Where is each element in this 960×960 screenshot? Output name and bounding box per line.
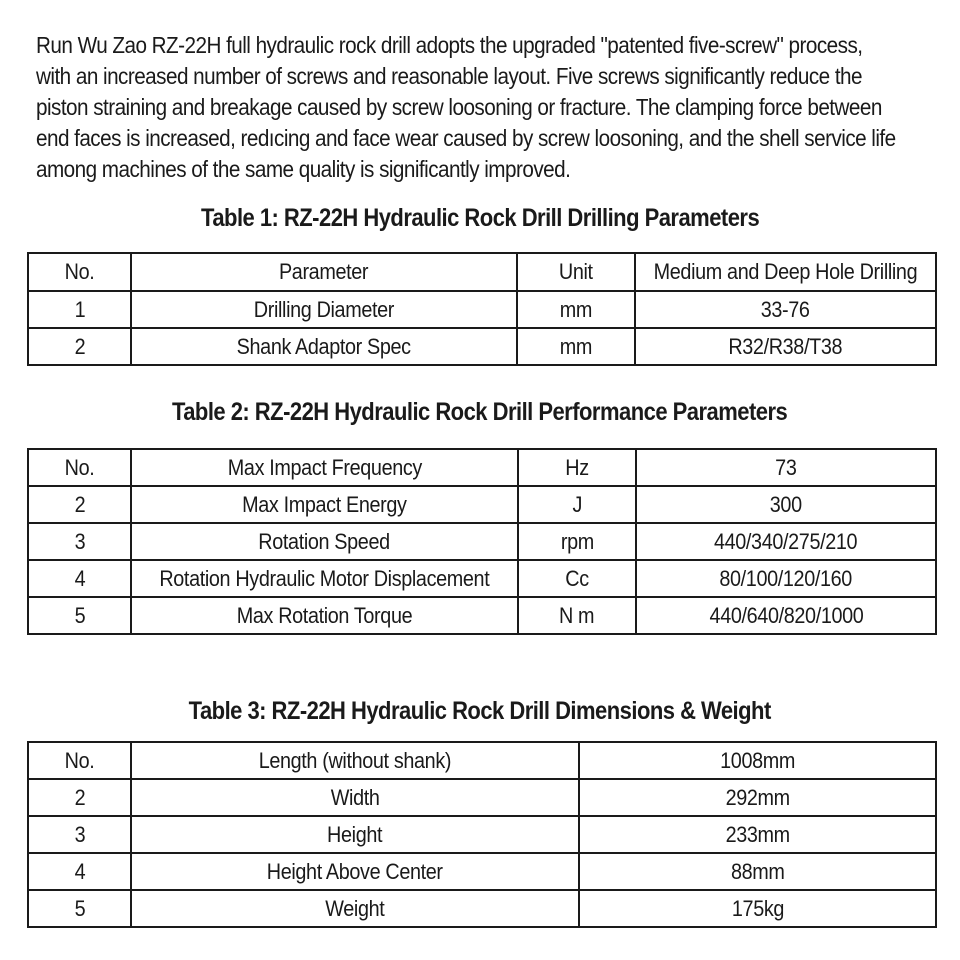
cell-text: No. [64,259,95,284]
cell-text: Weight [325,895,385,921]
cell-text: Medium and Deep Hole Drilling [653,259,918,284]
table-header-row [28,449,936,486]
intro-line: Run Wu Zao RZ-22H full hydraulic rock drill adopts the upgraded "patented five-screw" process, [36,32,863,58]
table3 [27,741,937,928]
table-cell [517,253,635,291]
table1-title: Table 1: RZ-22H Hydraulic Rock Drill Drilling Parameters [200,204,760,232]
table-cell [28,597,131,634]
cell-text: 4 [74,565,85,591]
table-cell [635,291,936,328]
table-cell [518,560,636,597]
table-cell [517,291,635,328]
intro-line: piston straining and breakage caused by screw loosoning or fracture. The clamping force between [36,94,882,120]
cell-text: 233mm [725,821,790,847]
table-cell [636,523,936,560]
table-cell [131,560,518,597]
cell-text: 33-76 [761,296,810,322]
cell-text: Max Rotation Torque [236,602,413,628]
cell-text: 2 [74,784,85,810]
table-cell [131,890,579,927]
table-cell [28,779,131,816]
table-row [28,560,936,597]
table-cell [28,328,131,365]
cell-text: Drilling Diameter [253,296,395,322]
cell-text: 5 [74,895,85,921]
table-cell [131,449,518,486]
cell-text: 300 [770,491,802,517]
table-cell [518,449,636,486]
cell-text: 80/100/120/160 [719,565,853,591]
cell-text: rpm [560,528,594,554]
cell-text: 73 [775,454,797,480]
table-cell [28,449,131,486]
table-cell [518,486,636,523]
cell-text: Width [330,784,380,810]
cell-text: 1008mm [720,747,795,773]
table-cell [579,816,936,853]
table-cell [518,597,636,634]
table-cell [131,742,579,779]
table-cell [131,523,518,560]
table-row [28,890,936,927]
table-cell [131,853,579,890]
table-cell [28,560,131,597]
table-cell [131,253,517,291]
table-cell [28,853,131,890]
cell-text: 440/340/275/210 [714,528,858,554]
cell-text: Max Impact Energy [242,491,407,517]
cell-text: 3 [74,821,85,847]
table-cell [28,253,131,291]
table-cell [636,486,936,523]
table-cell [579,779,936,816]
table-cell [131,328,517,365]
table-cell [517,328,635,365]
cell-text: Length (without shank) [258,747,452,773]
intro-line: end faces is increased, redıcing and face wear caused by screw loosoning, and the shell service life [36,125,896,151]
table-row [28,328,936,365]
cell-text: Shank Adaptor Spec [236,333,412,359]
table-cell [131,486,518,523]
table-cell [131,597,518,634]
cell-text: R32/R38/T38 [728,333,843,359]
table-cell [636,449,936,486]
table-cell [131,291,517,328]
intro-line: with an increased number of screws and reasonable layout. Five screws significantly reduce the [36,63,862,89]
cell-text: N m [559,602,595,628]
table2-title: Table 2: RZ-22H Hydraulic Rock Drill Performance Parameters [172,398,788,426]
cell-text: No. [64,454,95,480]
cell-text: Height [327,821,383,847]
cell-text: mm [559,296,593,322]
table3-title: Table 3: RZ-22H Hydraulic Rock Drill Dimensions & Weight [188,697,772,725]
cell-text: 1 [74,296,85,322]
cell-text: 88mm [730,858,785,884]
table-cell [131,779,579,816]
cell-text: 175kg [731,895,784,921]
cell-text: Max Impact Frequency [227,454,422,480]
cell-text: mm [559,333,593,359]
table-header-row [28,253,936,291]
table-cell [28,486,131,523]
cell-text: 4 [74,858,85,884]
cell-text: 3 [74,528,85,554]
cell-text: Cc [565,565,589,591]
cell-text: 2 [74,491,85,517]
table-cell [518,523,636,560]
table-cell [636,560,936,597]
table-cell [636,597,936,634]
table-cell [579,890,936,927]
table2 [27,448,937,635]
table-row [28,486,936,523]
table-row [28,523,936,560]
cell-text: J [572,491,582,517]
intro-line: among machines of the same quality is significantly improved. [36,156,571,182]
table-row [28,816,936,853]
cell-text: Hz [565,454,589,480]
table-cell [28,742,131,779]
table-row [28,597,936,634]
table-cell [28,291,131,328]
table-cell [28,523,131,560]
cell-text: Unit [559,259,593,284]
table-cell [635,253,936,291]
table-cell [131,816,579,853]
table-cell [579,742,936,779]
cell-text: Parameter [279,259,369,284]
cell-text: Rotation Speed [258,528,391,554]
cell-text: 5 [74,602,85,628]
table-cell [28,890,131,927]
intro-paragraph [36,30,896,185]
cell-text: Height Above Center [267,858,443,884]
table-row [28,291,936,328]
table-row [28,853,936,890]
table-cell [579,853,936,890]
table-cell [28,816,131,853]
cell-text: Rotation Hydraulic Motor Displacement [159,565,490,591]
table-cell [635,328,936,365]
cell-text: 440/640/820/1000 [709,602,863,628]
table-header-row [28,742,936,779]
table1 [27,252,937,366]
cell-text: 292mm [725,784,790,810]
cell-text: 2 [74,333,85,359]
table-row [28,779,936,816]
cell-text: No. [64,747,95,773]
